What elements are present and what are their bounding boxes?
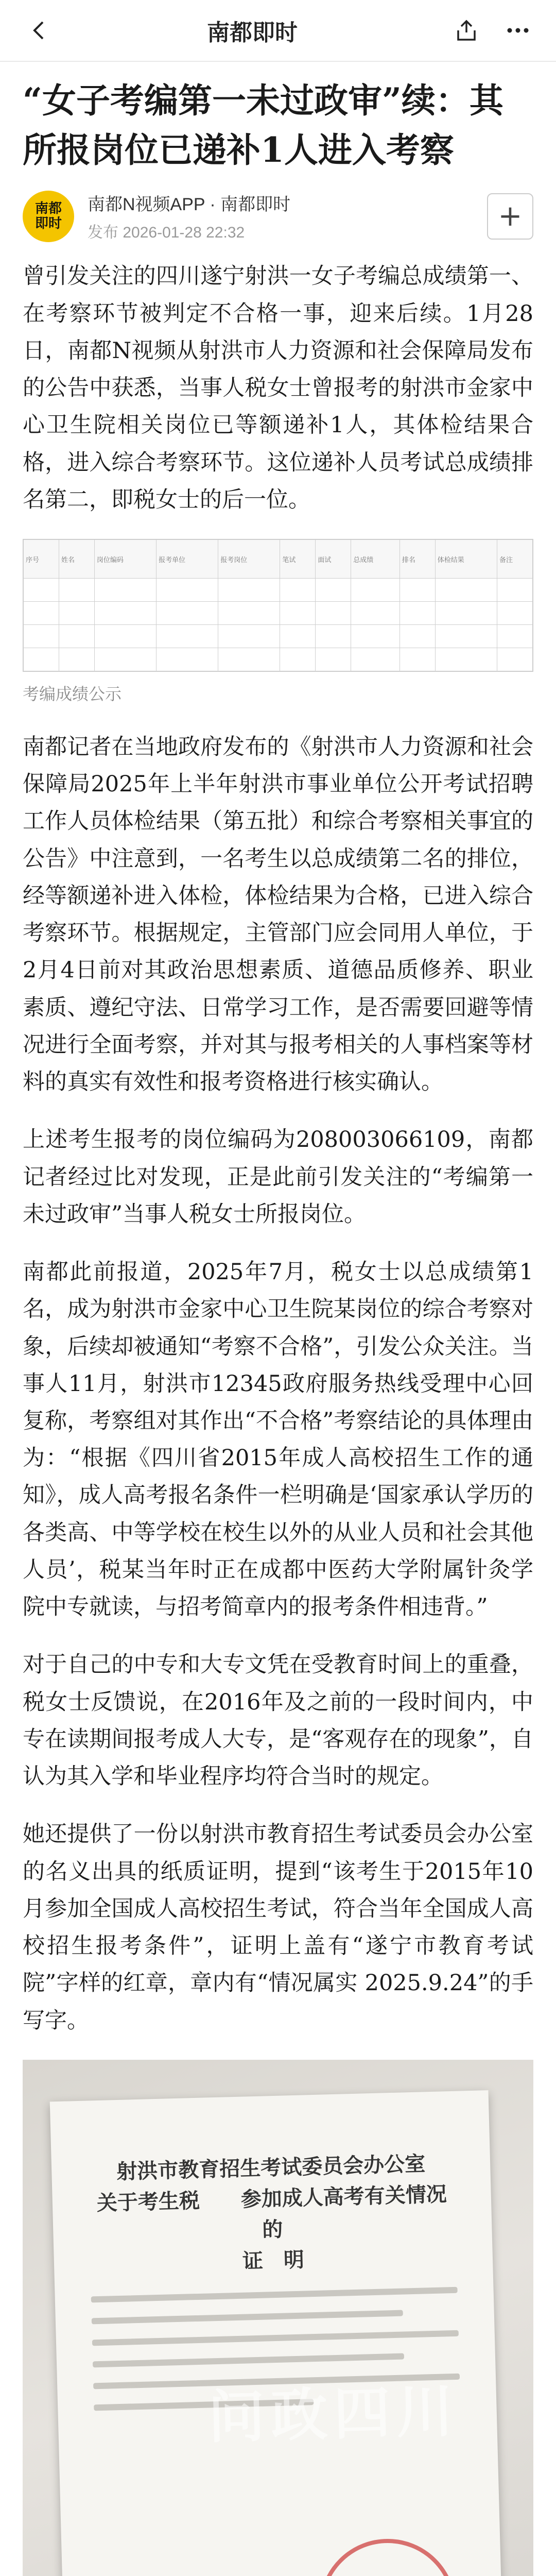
table-head-cell: 报考单位 <box>157 540 218 579</box>
certificate-paper <box>50 2090 507 2576</box>
table-head-cell: 报考岗位 <box>218 540 280 579</box>
paragraph: 她还提供了一份以射洪市教育招生考试委员会办公室的名义出具的纸质证明，提到“该考生于2015年10月参加全国成人高校招生考试，符合当年全国成人高校招生报考条件”，证明上盖有“遂宁市教育考试院”字样的红章，章内有“情况属实 2025.9.24”的手写字。 <box>23 1821 533 2033</box>
publish-time: 发布 2026-01-28 22:32 <box>88 224 245 242</box>
table-head-cell: 岗位编码 <box>94 540 156 579</box>
table-row <box>24 648 533 671</box>
text-line <box>91 2287 458 2303</box>
table-row <box>24 579 533 602</box>
source-name[interactable]: 南都N视频APP · 南都即时 <box>88 195 291 215</box>
table-head-cell: 面试 <box>316 540 351 579</box>
table-head-cell: 排名 <box>399 540 435 579</box>
text-line <box>92 2330 459 2346</box>
certificate-heading: 射洪市教育招生考试委员会办公室 关于考生税 参加成人高考有关情况的 证 明 <box>96 2152 447 2274</box>
source-row <box>0 175 556 258</box>
text-line <box>93 2353 404 2367</box>
table-head-cell: 姓名 <box>59 540 94 579</box>
paragraph: 对于自己的中专和大专文凭在受教育时间上的重叠，税女士反馈说，在2016年及之前的一段时间内，中专在读期间报考成人大专，是“客观存在的现象”，自认为其入学和毕业程序均符合当时的规定。 <box>23 1652 533 1790</box>
table-head-cell: 备注 <box>497 540 532 579</box>
article-body <box>0 258 556 2576</box>
watermark: 问政四川 <box>207 2378 460 2451</box>
table-head-cell: 总成绩 <box>351 540 400 579</box>
table-head-cell: 笔试 <box>280 540 316 579</box>
results-table-image[interactable] <box>23 539 533 672</box>
more-icon[interactable] <box>502 15 533 46</box>
paragraph: 上述考生报考的岗位编码为208003066109，南都记者经过比对发现，正是此前引发关注的“考编第一未过政审”当事人税女士所报岗位。 <box>23 1127 533 1227</box>
certificate-photo[interactable] <box>23 2060 533 2576</box>
table-row <box>24 602 533 625</box>
paragraph: 南都记者在当地政府发布的《射洪市人力资源和社会保障局2025年上半年射洪市事业单位公开考试招聘工作人员体检结果（第五批）和综合考察相关事宜的公告》中注意到，一名考生以总成绩第二名的排位，经等额递补进入体检，体检结果为合格，已进入综合考察环节。根据规定，主管部门应会同用人单位，于2月4日前对其政治思想素质、道德品质修养、职业素质、遵纪守法、日常学习工作，是否需要回避等情况进行全面考察，并对其与报考相关的人事档案等材料的真实有效性和报考资格进行核实确认。 <box>23 734 533 1095</box>
share-icon[interactable] <box>451 15 482 46</box>
text-line <box>92 2310 403 2324</box>
table-head-cell: 体检结果 <box>435 540 497 579</box>
paragraph: 南都此前报道，2025年7月，税女士以总成绩第1名，成为射洪市金家中心卫生院某岗位的综合考察对象，后续却被通知“考察不合格”，引发公众关注。当事人11月，射洪市12345政府服务热线受理中心回复称，考察组对其作出“不合格”考察结论的具体理由为：“根据《四川省2015年成人高校招生工作的通知》，成人高考报名条件一栏明确是‘国家承认学历的各类高、中等学校在校生以外的从业人员和社会其他人员’，税某当年时正在成都中医药大学附属针灸学院中专就读，与招考简章内的报考条件相违背。” <box>23 1259 533 1620</box>
top-bar <box>0 0 556 61</box>
source-logo[interactable]: 南都 即时 <box>23 191 74 242</box>
page-title: 南都即时 <box>207 20 298 45</box>
back-chevron-icon[interactable] <box>23 15 54 46</box>
article-headline: “女子考编第一未过政审”续：其所报岗位已递补1人进入考察 <box>23 80 503 170</box>
table-row <box>24 625 533 648</box>
image-caption: 考编成绩公示 <box>23 685 122 704</box>
follow-button[interactable]: + <box>487 193 533 240</box>
table-head-cell: 序号 <box>24 540 59 579</box>
paragraph: 曾引发关注的四川遂宁射洪一女子考编总成绩第一、在考察环节被判定不合格一事，迎来后续。1月28日，南都N视频从射洪市人力资源和社会保障局发布的公告中获悉，当事人税女士曾报考的射洪市金家中心卫生院相关岗位已等额递补1人，其体检结果合格，进入综合考察环节。这位递补人员考试总成绩排名第二，即税女士的后一位。 <box>23 263 533 513</box>
